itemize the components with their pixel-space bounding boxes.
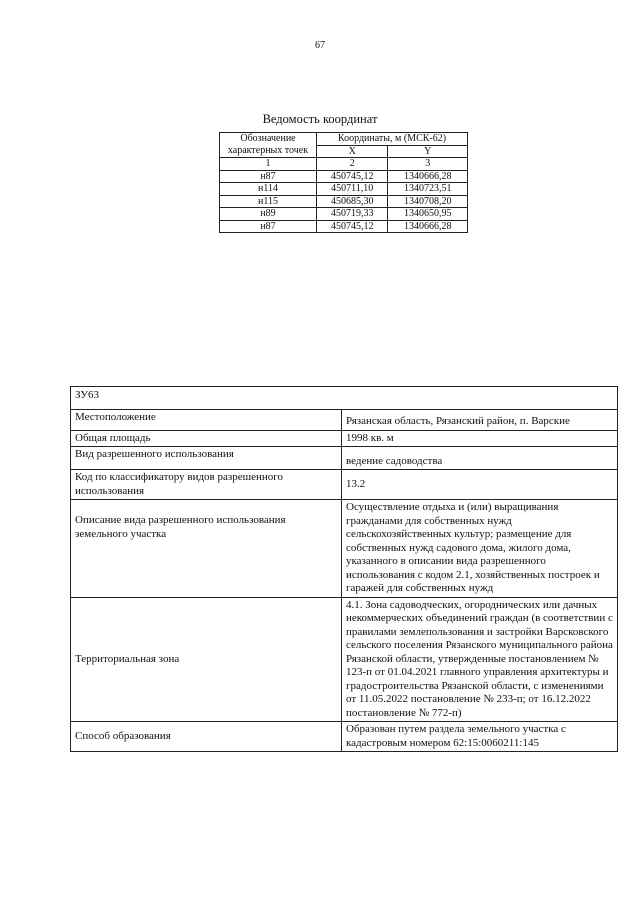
formation-row [71, 722, 618, 752]
land-plot-id: ЗУ63 [71, 387, 618, 410]
y-header: Y [388, 145, 468, 158]
zone-value: 4.1. Зона садоводческих, огороднических или дачных некоммерческих объединений граждан (в соответствии с правилами землепользования и застройки Варсковского сельского поселения Рязанского муниципального района Рязанской области, утвержденные постановлением № 123-п от 01.04.2021 главного управления архитектуры и градостроительства Рязанской области, с изменениями от 11.05.2022 постановление № 233-п; от 16.12.2022 постановление № 772-п) [342, 597, 618, 722]
table-row [220, 208, 468, 221]
zone-label: Территориальная зона [71, 597, 342, 722]
zone-row [71, 597, 618, 722]
y-cell: 1340666,28 [388, 170, 468, 183]
x-cell: 450745,12 [317, 170, 388, 183]
use-code-row [71, 470, 618, 500]
x-cell: 450745,12 [317, 220, 388, 233]
area-row [71, 430, 618, 447]
y-cell: 1340650,95 [388, 208, 468, 221]
permitted-use-label: Вид разрешенного использования [71, 447, 342, 470]
permitted-use-row [71, 447, 618, 470]
x-cell: 450685,30 [317, 195, 388, 208]
formation-label: Способ образования [71, 722, 342, 752]
coordinates-group-header: Координаты, м (МСК-62) [317, 133, 468, 146]
point-cell: н87 [220, 220, 317, 233]
index-cell: 1 [220, 158, 317, 171]
index-cell: 2 [317, 158, 388, 171]
area-value: 1998 кв. м [342, 430, 618, 447]
y-cell: 1340723,51 [388, 183, 468, 196]
point-header: Обозначение характерных точек [220, 133, 317, 158]
location-value: Рязанская область, Рязанский район, п. Варские [342, 409, 618, 430]
point-cell: н87 [220, 170, 317, 183]
y-cell: 1340708,20 [388, 195, 468, 208]
location-row [71, 409, 618, 430]
use-code-value: 13.2 [342, 470, 618, 500]
x-header: X [317, 145, 388, 158]
table-row [220, 170, 468, 183]
location-label: Местоположение [71, 409, 342, 430]
use-code-label: Код по классификатору видов разрешенного использования [71, 470, 342, 500]
land-plot-id-row [71, 387, 618, 410]
coordinates-table [219, 132, 468, 233]
point-cell: н89 [220, 208, 317, 221]
use-description-row [71, 500, 618, 598]
point-cell: н115 [220, 195, 317, 208]
x-cell: 450719,33 [317, 208, 388, 221]
table-row [220, 220, 468, 233]
x-cell: 450711,10 [317, 183, 388, 196]
area-label: Общая площадь [71, 430, 342, 447]
point-cell: н114 [220, 183, 317, 196]
coordinates-header-row [220, 133, 468, 146]
table-row [220, 183, 468, 196]
table-row [220, 195, 468, 208]
use-description-value: Осуществление отдыха и (или) выращивания гражданами для собственных нужд сельскохозяйственных культур; размещение для собственных нужд садового дома, жилого дома, указанного в описании вида разрешенного использования с кодом 2.1, хозяйственных построек и гаражей для собственных нужд [342, 500, 618, 598]
coordinates-index-row [220, 158, 468, 171]
page-number: 67 [315, 40, 325, 51]
y-cell: 1340666,28 [388, 220, 468, 233]
use-description-label: Описание вида разрешенного использования земельного участка [71, 500, 342, 598]
formation-value: Образован путем раздела земельного участка с кадастровым номером 62:15:0060211:145 [342, 722, 618, 752]
land-plot-table [70, 386, 618, 752]
permitted-use-value: ведение садоводства [342, 447, 618, 470]
index-cell: 3 [388, 158, 468, 171]
coordinates-title: Ведомость координат [262, 112, 378, 126]
